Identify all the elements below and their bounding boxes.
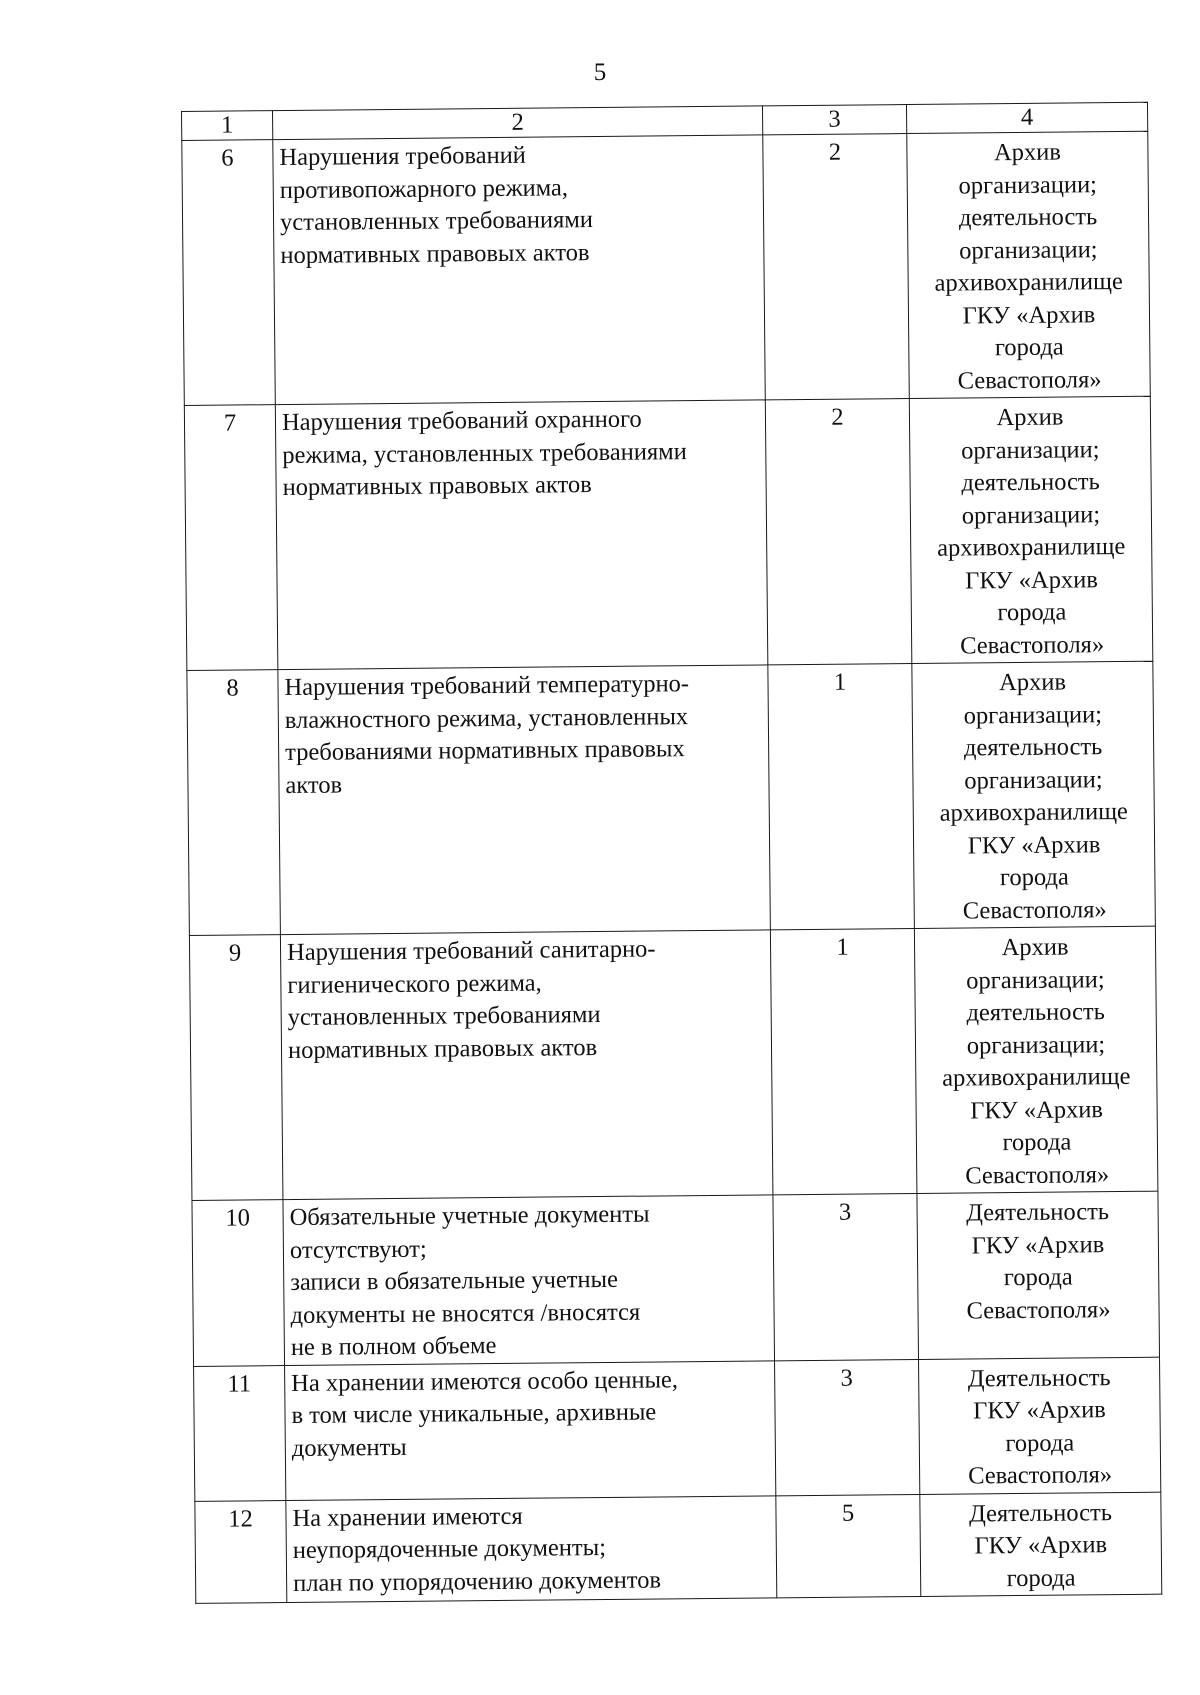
- object-line: ГКУ «Архив: [970, 1095, 1104, 1124]
- object-line: Севастополя»: [957, 365, 1102, 395]
- violation-description: [280, 930, 773, 1200]
- table-row: [194, 1357, 1161, 1501]
- page-number: 5: [593, 59, 607, 86]
- description-line: нормативных правовых актов: [280, 238, 590, 269]
- table-row: [195, 1492, 1162, 1604]
- row-number: 6: [182, 140, 276, 406]
- score-value: 2: [765, 399, 912, 665]
- description-line: нормативных правовых актов: [287, 1033, 598, 1064]
- object-line: организации;: [959, 235, 1098, 265]
- table-row: [192, 1191, 1160, 1366]
- violation-description: [278, 665, 771, 935]
- object-line: архивохранилище: [934, 267, 1123, 297]
- description-line: план по упорядочению документов: [293, 1565, 662, 1597]
- score-value: 3: [773, 1193, 919, 1360]
- table-row: [184, 396, 1152, 670]
- object-line: Деятельность: [968, 1498, 1113, 1527]
- header-col-2: 2: [273, 106, 763, 140]
- description-line: Нарушения требований: [279, 141, 526, 172]
- row-number: 11: [194, 1365, 286, 1501]
- description-line: противопожарного режима,: [279, 173, 569, 204]
- description-line: установленных требованиями: [279, 206, 594, 237]
- header-col-3: 3: [762, 105, 906, 135]
- header-col-1: 1: [182, 111, 273, 141]
- object-line: Севастополя»: [965, 1160, 1110, 1190]
- description-line: требованиями нормативных правовых: [285, 735, 685, 767]
- description-line: режима, установленных требованиями: [282, 437, 687, 469]
- object-line: Архив: [996, 403, 1064, 432]
- description-line: установленных требованиями: [287, 1001, 601, 1032]
- description-line: На хранении имеются особо ценные,: [291, 1365, 679, 1397]
- description-line: неупорядоченные документы;: [292, 1533, 607, 1564]
- description-line: гигиенического режима,: [287, 969, 542, 999]
- object-line: организации;: [966, 1030, 1106, 1059]
- header-col-4: 4: [906, 102, 1147, 133]
- score-value: 5: [776, 1494, 921, 1598]
- row-number: 7: [184, 405, 278, 671]
- object-line: ГКУ «Архив: [965, 565, 1098, 594]
- table-row: [189, 926, 1157, 1200]
- document-table: [181, 102, 1162, 1604]
- object-line: Архив: [993, 138, 1062, 167]
- row-number: 10: [192, 1200, 285, 1366]
- object-line: Севастополя»: [966, 1295, 1111, 1325]
- description-line: Нарушения требований температурно-: [284, 670, 690, 702]
- object-line: города: [999, 863, 1069, 892]
- object-line: Севастополя»: [960, 630, 1105, 660]
- object-line: города: [1006, 1563, 1076, 1592]
- object-line: города: [1003, 1263, 1073, 1292]
- object-line: ГКУ «Архив: [967, 830, 1101, 859]
- object-line: деятельность: [961, 468, 1100, 497]
- object-line: организации;: [963, 700, 1103, 730]
- control-object: [920, 1492, 1162, 1597]
- description-line: На хранении имеются: [292, 1502, 523, 1532]
- object-line: города: [1005, 1428, 1075, 1457]
- row-number: 9: [189, 935, 283, 1201]
- violation-description: [285, 1360, 776, 1500]
- description-line: записи в обязательные учетные: [290, 1265, 619, 1297]
- violation-description: [286, 1495, 777, 1602]
- object-line: деятельность: [958, 203, 1098, 232]
- object-line: Архив: [998, 668, 1067, 697]
- table-row: [182, 131, 1150, 405]
- score-value: 1: [768, 664, 915, 930]
- object-line: деятельность: [963, 733, 1103, 762]
- row-number: 12: [195, 1500, 287, 1603]
- description-line: нормативных правовых актов: [282, 471, 592, 502]
- description-line: влажностного режима, установленных: [284, 702, 689, 734]
- description-line: в том числе уникальные, архивные: [291, 1398, 657, 1429]
- control-object: [914, 926, 1158, 1193]
- description-line: документы: [291, 1433, 407, 1462]
- object-line: ГКУ «Архив: [974, 1531, 1108, 1560]
- object-line: Севастополя»: [968, 1461, 1113, 1490]
- object-line: города: [1002, 1128, 1072, 1157]
- object-line: Севастополя»: [962, 895, 1107, 925]
- control-object: [919, 1357, 1161, 1494]
- object-line: архивохранилище: [936, 532, 1126, 562]
- table-row: [187, 661, 1155, 935]
- object-line: архивохранилище: [939, 797, 1128, 827]
- violation-description: [273, 135, 766, 405]
- object-line: организации;: [964, 765, 1103, 795]
- control-object: [907, 131, 1151, 398]
- score-value: 3: [775, 1359, 920, 1495]
- object-line: ГКУ «Архив: [962, 300, 1096, 330]
- description-line: актов: [285, 770, 343, 799]
- object-line: организации;: [960, 435, 1100, 465]
- object-line: организации;: [966, 965, 1105, 995]
- object-line: организации;: [958, 170, 1098, 200]
- control-object: [917, 1191, 1160, 1359]
- object-line: города: [997, 598, 1067, 627]
- description-line: отсутствуют;: [289, 1235, 427, 1264]
- object-line: ГКУ «Архив: [971, 1230, 1105, 1259]
- object-line: архивохранилище: [942, 1062, 1131, 1092]
- violation-description: [283, 1195, 775, 1365]
- score-value: 1: [770, 928, 917, 1194]
- description-line: Нарушения требований санитарно-: [286, 935, 656, 967]
- object-line: организации;: [961, 500, 1101, 530]
- object-line: Деятельность: [966, 1198, 1110, 1227]
- control-object: [912, 661, 1156, 928]
- description-line: Обязательные учетные документы: [289, 1200, 650, 1232]
- object-line: Архив: [1001, 933, 1069, 962]
- score-value: 2: [763, 134, 910, 400]
- violation-description: [275, 400, 768, 670]
- object-line: Деятельность: [967, 1363, 1111, 1393]
- object-line: деятельность: [966, 998, 1105, 1027]
- description-line: Нарушения требований охранного: [281, 405, 642, 437]
- description-line: документы не вносятся /вносятся: [290, 1298, 641, 1329]
- row-number: 8: [187, 670, 281, 936]
- object-line: ГКУ «Архив: [973, 1396, 1106, 1425]
- control-object: [909, 396, 1153, 663]
- description-line: не в полном объеме: [290, 1332, 497, 1362]
- object-line: города: [994, 333, 1064, 362]
